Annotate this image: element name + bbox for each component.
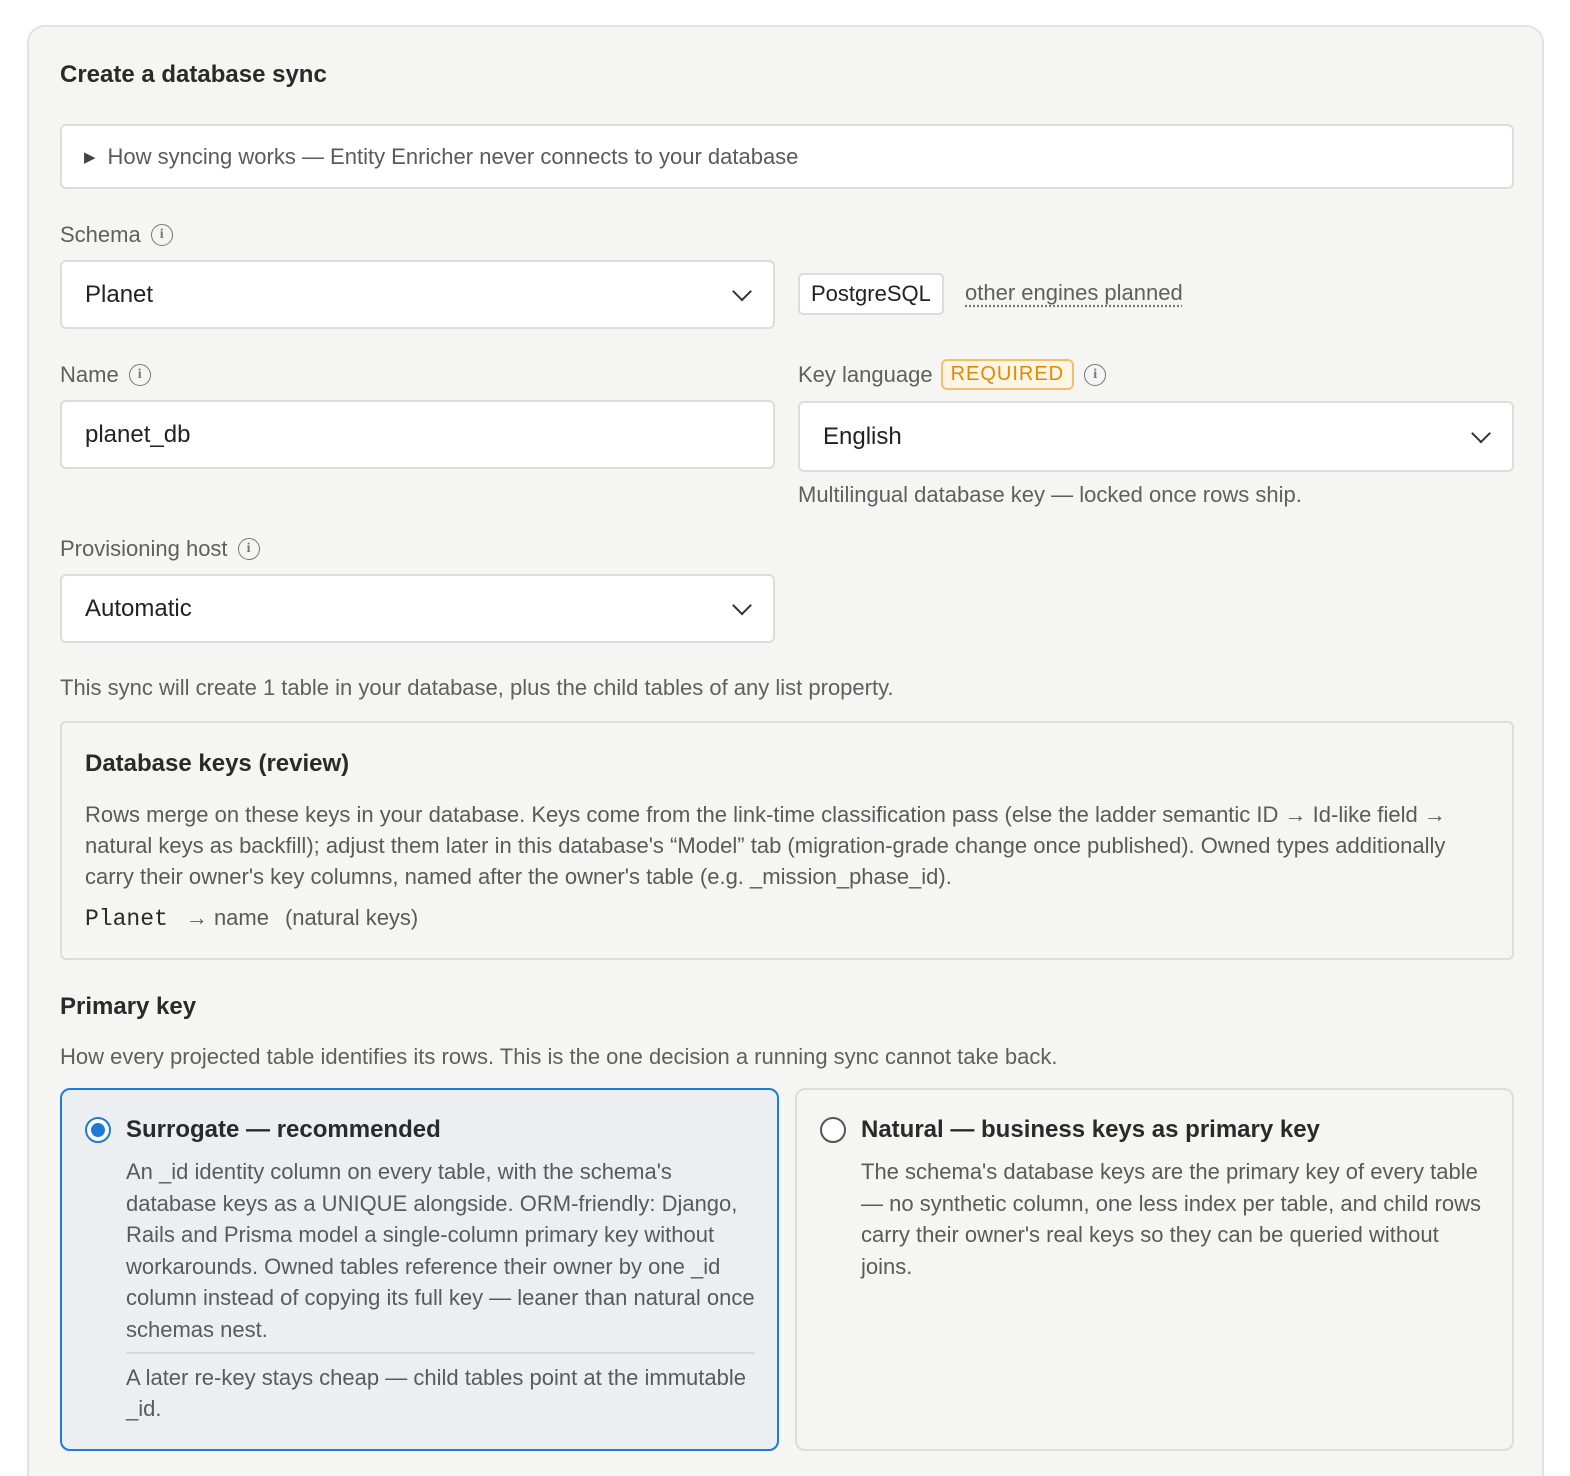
key-language-select-value: English: [823, 422, 902, 450]
option-header: [820, 1116, 1490, 1144]
primary-key-title: Primary key: [60, 993, 197, 1020]
other-engines-note[interactable]: other engines planned: [965, 280, 1183, 305]
primary-key-option-surrogate[interactable]: [60, 1088, 779, 1451]
chevron-down-icon: [732, 281, 752, 301]
key-entry-type: Planet: [85, 906, 168, 932]
how-syncing-works-disclosure[interactable]: [60, 124, 1514, 189]
info-icon[interactable]: i: [151, 224, 173, 246]
required-badge: REQUIRED: [941, 359, 1075, 390]
name-input[interactable]: [60, 400, 775, 469]
option-divider: [126, 1352, 755, 1354]
schema-label: [60, 222, 173, 248]
info-icon[interactable]: i: [129, 364, 151, 386]
chevron-down-icon: [1471, 423, 1491, 443]
create-sync-panel: [27, 25, 1544, 1476]
option-description: The schema's database keys are the primary key of every table — no synthetic column, one less index per table, and child rows carry their owner's real keys so they can be queried without joins.: [861, 1159, 1481, 1279]
chevron-down-icon: [732, 595, 752, 615]
page-title: Create a database sync: [60, 61, 327, 88]
primary-key-description: How every projected table identifies its rows. This is the one decision a running sync cannot take back.: [60, 1044, 1058, 1069]
key-language-label-text: Key language: [798, 361, 933, 387]
schema-select-value: Planet: [85, 280, 154, 308]
database-key-entry: [85, 905, 418, 932]
provisioning-host-select[interactable]: [60, 574, 775, 643]
radio-selected-icon[interactable]: [85, 1117, 111, 1143]
key-entry-kind: (natural keys): [284, 905, 419, 930]
name-label-text: Name: [60, 362, 119, 387]
option-label: Surrogate — recommended: [126, 1116, 441, 1143]
schema-label-text: Schema: [60, 222, 141, 247]
disclosure-triangle-icon: ▶: [84, 148, 96, 166]
option-description: An _id identity column on every table, with the schema's database keys as a UNIQUE alongside. ORM-friendly: Django, Rails and Prisma model a single-column primary key without workarounds. Owned tables reference their owner by one _id column instead of copying its full key — leaner than natural once schemas nest.: [126, 1159, 755, 1342]
info-icon[interactable]: i: [1084, 364, 1106, 386]
option-label: Natural — business keys as primary key: [861, 1116, 1320, 1143]
provisioning-host-label-text: Provisioning host: [60, 536, 228, 561]
key-language-label: [798, 359, 1106, 390]
option-note: A later re-key stays cheap — child tables point at the immutable _id.: [126, 1364, 746, 1422]
database-keys-box: [60, 721, 1514, 960]
sync-summary-text: This sync will create 1 table in your database, plus the child tables of any list property.: [60, 675, 894, 700]
option-header: [85, 1116, 755, 1144]
radio-unselected-icon[interactable]: [820, 1117, 846, 1143]
key-language-select[interactable]: [798, 401, 1514, 472]
info-icon[interactable]: i: [238, 538, 260, 560]
provisioning-host-select-value: Automatic: [85, 594, 192, 622]
disclosure-summary: How syncing works — Entity Enricher never connects to your database: [107, 143, 799, 169]
primary-key-option-natural[interactable]: [795, 1088, 1514, 1451]
name-input-value: planet_db: [85, 420, 191, 448]
database-keys-title: Database keys (review): [85, 750, 350, 777]
database-keys-description: Rows merge on these keys in your database. Keys come from the link-time classification pass (else the ladder semantic ID → Id-like field → natural keys as backfill); adjust them later in this database's “Model” tab (migration-grade change once published). Owned types additionally carry their owner's key columns, named after the owner's table (e.g. _mission_phase_id).: [85, 802, 1446, 889]
key-entry-key: → name: [185, 905, 269, 930]
schema-select[interactable]: [60, 260, 775, 329]
engine-badge: PostgreSQL: [798, 273, 944, 315]
provisioning-host-label: [60, 536, 260, 562]
key-language-hint: Multilingual database key — locked once rows ship.: [798, 482, 1302, 507]
name-label: [60, 362, 151, 388]
